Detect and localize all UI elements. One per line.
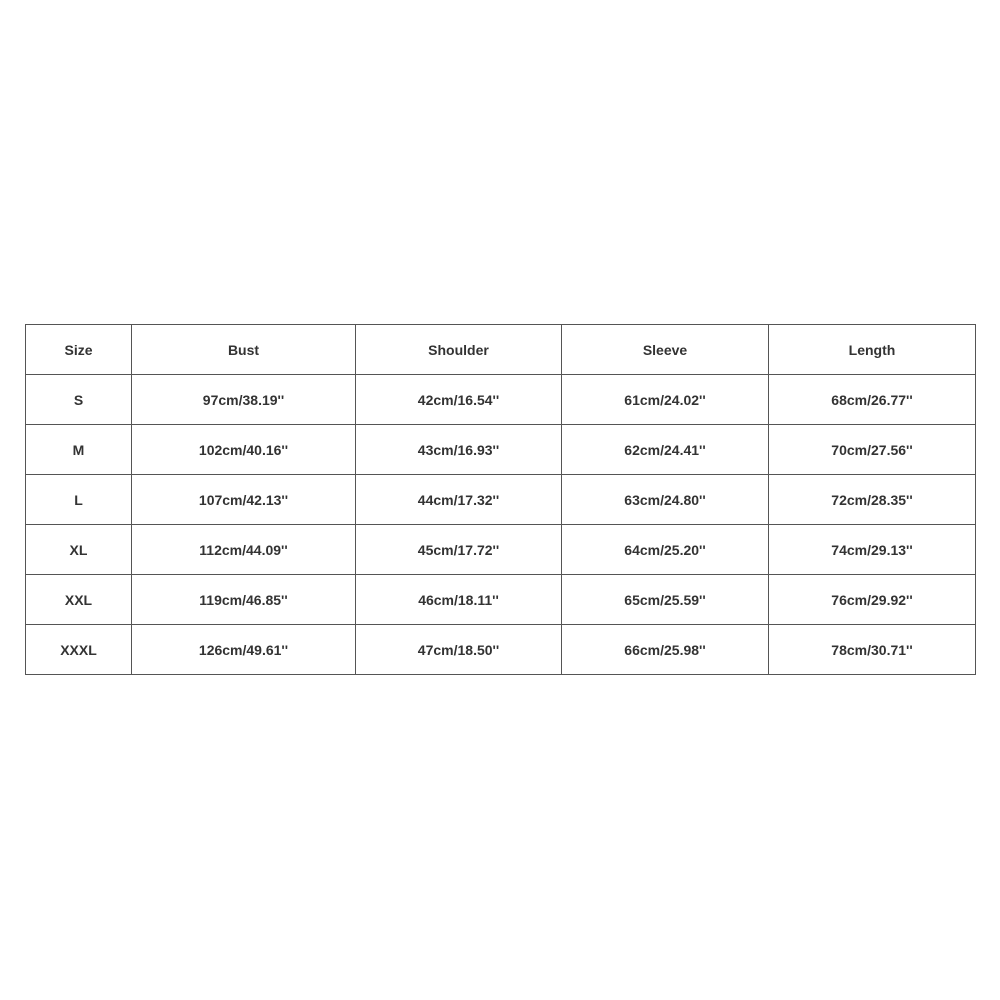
sleeve-cell: 63cm/24.80'' [562,475,769,525]
table-row [26,425,976,475]
sleeve-cell: 64cm/25.20'' [562,525,769,575]
length-cell: 70cm/27.56'' [769,425,976,475]
table-row [26,525,976,575]
shoulder-cell: 45cm/17.72'' [356,525,562,575]
shoulder-cell: 46cm/18.11'' [356,575,562,625]
bust-cell: 97cm/38.19'' [132,375,356,425]
sleeve-cell: 61cm/24.02'' [562,375,769,425]
shoulder-cell: 44cm/17.32'' [356,475,562,525]
shoulder-cell: 42cm/16.54'' [356,375,562,425]
sleeve-cell: 65cm/25.59'' [562,575,769,625]
size-cell: XL [26,525,132,575]
size-cell: XXXL [26,625,132,675]
length-cell: 76cm/29.92'' [769,575,976,625]
bust-cell: 119cm/46.85'' [132,575,356,625]
sleeve-cell: 66cm/25.98'' [562,625,769,675]
shoulder-cell: 47cm/18.50'' [356,625,562,675]
table-row [26,375,976,425]
header-size: Size [26,325,132,375]
shoulder-cell: 43cm/16.93'' [356,425,562,475]
header-sleeve: Sleeve [562,325,769,375]
length-cell: 74cm/29.13'' [769,525,976,575]
size-cell: M [26,425,132,475]
bust-cell: 112cm/44.09'' [132,525,356,575]
length-cell: 72cm/28.35'' [769,475,976,525]
table-row [26,475,976,525]
bust-cell: 107cm/42.13'' [132,475,356,525]
size-cell: S [26,375,132,425]
size-cell: L [26,475,132,525]
header-shoulder: Shoulder [356,325,562,375]
length-cell: 68cm/26.77'' [769,375,976,425]
size-chart-table [25,324,976,675]
sleeve-cell: 62cm/24.41'' [562,425,769,475]
length-cell: 78cm/30.71'' [769,625,976,675]
table-row [26,625,976,675]
header-length: Length [769,325,976,375]
bust-cell: 126cm/49.61'' [132,625,356,675]
table-header-row [26,325,976,375]
table-row [26,575,976,625]
bust-cell: 102cm/40.16'' [132,425,356,475]
size-cell: XXL [26,575,132,625]
header-bust: Bust [132,325,356,375]
